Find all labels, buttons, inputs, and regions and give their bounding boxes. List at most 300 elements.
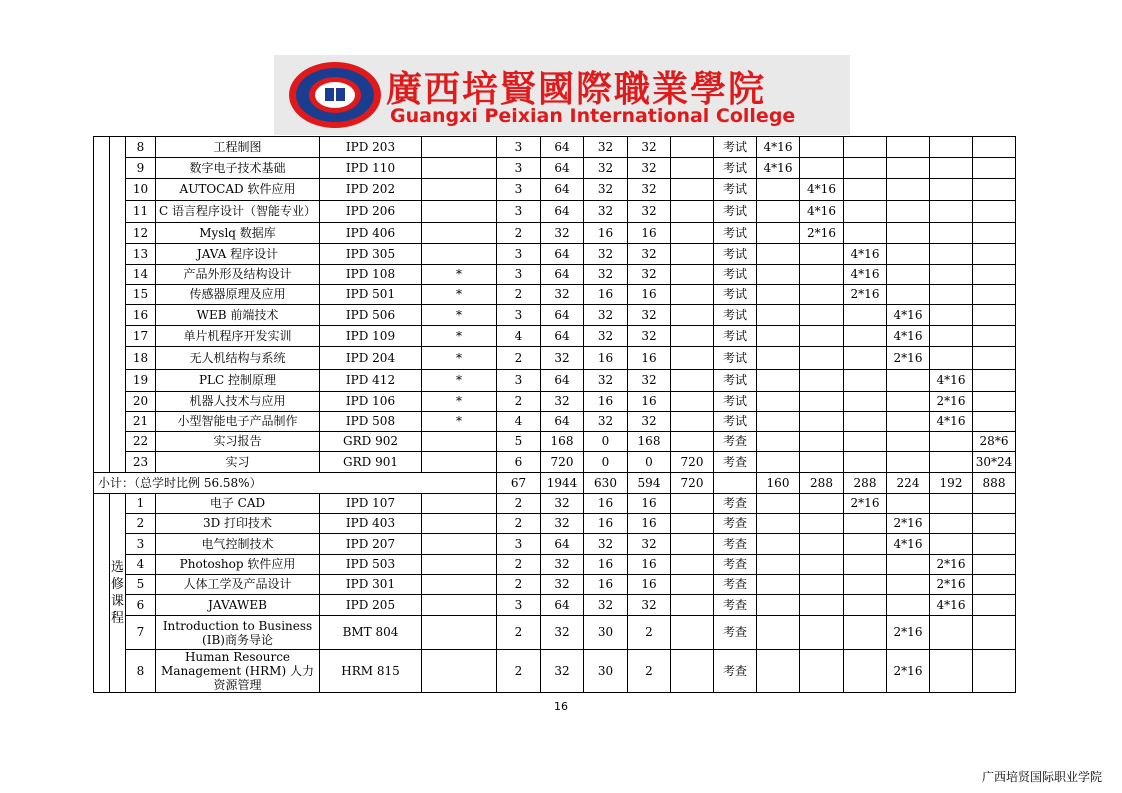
sem1 (757, 616, 800, 650)
table-row (94, 285, 1016, 305)
sem6 (973, 285, 1016, 305)
sem1 (757, 392, 800, 412)
subtotal-cell: 192 (930, 473, 973, 494)
sem1 (757, 265, 800, 285)
sem5 (930, 616, 973, 650)
sem2 (800, 370, 844, 392)
row-no: 8 (126, 650, 156, 693)
course-name: 电子 CAD (156, 494, 320, 514)
row-no: 10 (126, 179, 156, 201)
core-mark: * (422, 392, 497, 412)
sem4 (887, 370, 930, 392)
table-row (94, 223, 1016, 244)
practice-hours: 0 (628, 452, 671, 473)
table-row (94, 244, 1016, 265)
sem4 (887, 201, 930, 223)
assessment: 考试 (714, 392, 757, 412)
row-no: 21 (126, 412, 156, 432)
sem3 (844, 370, 887, 392)
table-row (94, 432, 1016, 452)
sem4 (887, 265, 930, 285)
internship-hours (671, 575, 714, 595)
assessment: 考试 (714, 285, 757, 305)
credits: 3 (497, 305, 541, 326)
sem1 (757, 575, 800, 595)
sem2 (800, 412, 844, 432)
table-row (94, 514, 1016, 534)
practice-hours: 16 (628, 575, 671, 595)
row-no: 1 (126, 494, 156, 514)
section-outer-cell (94, 494, 110, 693)
course-code: IPD 106 (320, 392, 422, 412)
sem4 (887, 285, 930, 305)
curriculum-table (93, 136, 1016, 693)
course-code: IPD 501 (320, 285, 422, 305)
core-mark (422, 223, 497, 244)
sem6 (973, 158, 1016, 179)
course-code: BMT 804 (320, 616, 422, 650)
internship-hours (671, 595, 714, 616)
sem4 (887, 555, 930, 575)
course-name: 3D 打印技术 (156, 514, 320, 534)
sem2 (800, 158, 844, 179)
course-code: IPD 205 (320, 595, 422, 616)
core-mark (422, 201, 497, 223)
course-name: Myslq 数据库 (156, 223, 320, 244)
practice-hours: 32 (628, 265, 671, 285)
course-code: IPD 508 (320, 412, 422, 432)
table-row (94, 137, 1016, 158)
table-row (94, 158, 1016, 179)
sem2 (800, 305, 844, 326)
table-row (94, 494, 1016, 514)
core-mark (422, 555, 497, 575)
theory-hours: 16 (584, 285, 628, 305)
core-mark (422, 514, 497, 534)
sem4: 4*16 (887, 305, 930, 326)
practice-hours: 32 (628, 370, 671, 392)
sem6 (973, 555, 1016, 575)
subtotal-cell: 224 (887, 473, 930, 494)
sem1 (757, 494, 800, 514)
credits: 3 (497, 179, 541, 201)
row-no: 12 (126, 223, 156, 244)
sem3: 2*16 (844, 494, 887, 514)
elective-section-text: 选修课程 (110, 560, 124, 626)
assessment: 考查 (714, 616, 757, 650)
course-name: 单片机程序开发实训 (156, 326, 320, 347)
row-no: 9 (126, 158, 156, 179)
assessment: 考查 (714, 494, 757, 514)
core-mark: * (422, 412, 497, 432)
sem2 (800, 575, 844, 595)
internship-hours (671, 555, 714, 575)
sem6 (973, 326, 1016, 347)
subtotal-cell: 67 (497, 473, 541, 494)
sem5: 4*16 (930, 412, 973, 432)
internship-hours (671, 514, 714, 534)
core-mark (422, 137, 497, 158)
sem6 (973, 265, 1016, 285)
sem1 (757, 285, 800, 305)
sem2 (800, 534, 844, 555)
credits: 6 (497, 452, 541, 473)
sem6 (973, 616, 1016, 650)
credits: 3 (497, 158, 541, 179)
course-code: IPD 412 (320, 370, 422, 392)
course-name: Photoshop 软件应用 (156, 555, 320, 575)
course-code: IPD 204 (320, 347, 422, 370)
sem3 (844, 534, 887, 555)
core-mark: * (422, 326, 497, 347)
sem3: 4*16 (844, 244, 887, 265)
sem5 (930, 223, 973, 244)
sem3 (844, 595, 887, 616)
subtotal-cell: 160 (757, 473, 800, 494)
theory-hours: 32 (584, 595, 628, 616)
total-hours: 64 (541, 158, 584, 179)
sem5 (930, 305, 973, 326)
row-no: 7 (126, 616, 156, 650)
theory-hours: 16 (584, 494, 628, 514)
college-name-cn: 廣西培賢國際職業學院 (386, 68, 767, 110)
sem2 (800, 137, 844, 158)
practice-hours: 168 (628, 432, 671, 452)
row-no: 15 (126, 285, 156, 305)
sem4 (887, 223, 930, 244)
table-row (94, 616, 1016, 650)
internship-hours (671, 412, 714, 432)
sem2: 4*16 (800, 179, 844, 201)
sem4: 4*16 (887, 534, 930, 555)
credits: 3 (497, 137, 541, 158)
credits: 4 (497, 326, 541, 347)
internship-hours: 720 (671, 452, 714, 473)
core-mark (422, 244, 497, 265)
table-row (94, 595, 1016, 616)
assessment: 考试 (714, 244, 757, 265)
sem5 (930, 285, 973, 305)
course-name: AUTOCAD 软件应用 (156, 179, 320, 201)
sem5 (930, 514, 973, 534)
table-row (94, 534, 1016, 555)
credits: 4 (497, 412, 541, 432)
table-row (94, 347, 1016, 370)
sem4: 2*16 (887, 514, 930, 534)
practice-hours: 16 (628, 494, 671, 514)
sem1 (757, 179, 800, 201)
sem3 (844, 514, 887, 534)
sem3 (844, 137, 887, 158)
practice-hours: 16 (628, 555, 671, 575)
total-hours: 32 (541, 347, 584, 370)
sem1 (757, 244, 800, 265)
college-emblem-icon (288, 61, 382, 129)
internship-hours (671, 158, 714, 179)
sem2 (800, 285, 844, 305)
internship-hours (671, 326, 714, 347)
sem3 (844, 201, 887, 223)
theory-hours: 0 (584, 432, 628, 452)
sem5: 4*16 (930, 370, 973, 392)
practice-hours: 16 (628, 223, 671, 244)
total-hours: 64 (541, 179, 584, 201)
core-mark (422, 575, 497, 595)
sem3 (844, 616, 887, 650)
sem3: 2*16 (844, 285, 887, 305)
internship-hours (671, 616, 714, 650)
sem2 (800, 494, 844, 514)
core-mark: * (422, 347, 497, 370)
assessment: 考试 (714, 412, 757, 432)
credits: 2 (497, 575, 541, 595)
assessment: 考查 (714, 555, 757, 575)
theory-hours: 32 (584, 137, 628, 158)
sem5 (930, 494, 973, 514)
internship-hours (671, 179, 714, 201)
sem3 (844, 158, 887, 179)
course-code: IPD 109 (320, 326, 422, 347)
total-hours: 32 (541, 514, 584, 534)
internship-hours (671, 265, 714, 285)
practice-hours: 16 (628, 347, 671, 370)
theory-hours: 32 (584, 326, 628, 347)
assessment: 考试 (714, 326, 757, 347)
practice-hours: 32 (628, 158, 671, 179)
total-hours: 64 (541, 201, 584, 223)
practice-hours: 16 (628, 392, 671, 412)
credits: 3 (497, 244, 541, 265)
sem3 (844, 305, 887, 326)
sem5 (930, 452, 973, 473)
assessment: 考试 (714, 265, 757, 285)
sem6 (973, 392, 1016, 412)
core-mark: * (422, 370, 497, 392)
sem2 (800, 514, 844, 534)
row-no: 11 (126, 201, 156, 223)
theory-hours: 32 (584, 179, 628, 201)
sem5 (930, 265, 973, 285)
total-hours: 168 (541, 432, 584, 452)
assessment: 考试 (714, 201, 757, 223)
theory-hours: 16 (584, 223, 628, 244)
total-hours: 32 (541, 555, 584, 575)
course-code: IPD 406 (320, 223, 422, 244)
total-hours: 64 (541, 244, 584, 265)
sem3 (844, 347, 887, 370)
assessment: 考试 (714, 347, 757, 370)
course-name: 人体工学及产品设计 (156, 575, 320, 595)
assessment: 考查 (714, 514, 757, 534)
sem1 (757, 432, 800, 452)
internship-hours (671, 494, 714, 514)
sem5: 4*16 (930, 595, 973, 616)
row-no: 17 (126, 326, 156, 347)
theory-hours: 32 (584, 370, 628, 392)
sem4: 2*16 (887, 616, 930, 650)
practice-hours: 32 (628, 326, 671, 347)
practice-hours: 32 (628, 179, 671, 201)
subtotal-cell (714, 473, 757, 494)
course-name: 小型智能电子产品制作 (156, 412, 320, 432)
core-mark: * (422, 285, 497, 305)
theory-hours: 32 (584, 412, 628, 432)
section-outer-cell (94, 137, 110, 473)
assessment: 考试 (714, 370, 757, 392)
sem2 (800, 392, 844, 412)
assessment: 考试 (714, 223, 757, 244)
sem4 (887, 158, 930, 179)
total-hours: 32 (541, 575, 584, 595)
row-no: 13 (126, 244, 156, 265)
row-no: 5 (126, 575, 156, 595)
internship-hours (671, 650, 714, 693)
internship-hours (671, 223, 714, 244)
internship-hours (671, 137, 714, 158)
credits: 2 (497, 223, 541, 244)
internship-hours (671, 432, 714, 452)
sem4: 2*16 (887, 650, 930, 693)
sem6 (973, 494, 1016, 514)
row-no: 19 (126, 370, 156, 392)
course-code: GRD 901 (320, 452, 422, 473)
total-hours: 64 (541, 326, 584, 347)
total-hours: 32 (541, 285, 584, 305)
sem4 (887, 452, 930, 473)
total-hours: 64 (541, 265, 584, 285)
course-name: 传感器原理及应用 (156, 285, 320, 305)
core-mark (422, 452, 497, 473)
internship-hours (671, 305, 714, 326)
total-hours: 32 (541, 494, 584, 514)
theory-hours: 30 (584, 616, 628, 650)
sem1 (757, 650, 800, 693)
subtotal-cell: 630 (584, 473, 628, 494)
sem1 (757, 595, 800, 616)
practice-hours: 32 (628, 137, 671, 158)
sem6 (973, 534, 1016, 555)
credits: 3 (497, 370, 541, 392)
sem5: 2*16 (930, 555, 973, 575)
assessment: 考查 (714, 575, 757, 595)
core-mark (422, 534, 497, 555)
row-no: 18 (126, 347, 156, 370)
core-mark: * (422, 305, 497, 326)
internship-hours (671, 285, 714, 305)
table-row (94, 412, 1016, 432)
sem1 (757, 305, 800, 326)
subtotal-cell: 1944 (541, 473, 584, 494)
header-logo (274, 55, 850, 135)
row-no: 23 (126, 452, 156, 473)
row-no: 14 (126, 265, 156, 285)
sem4 (887, 575, 930, 595)
course-name: WEB 前端技术 (156, 305, 320, 326)
sem6 (973, 223, 1016, 244)
total-hours: 64 (541, 412, 584, 432)
sem6 (973, 412, 1016, 432)
credits: 2 (497, 616, 541, 650)
total-hours: 64 (541, 595, 584, 616)
row-no: 8 (126, 137, 156, 158)
theory-hours: 16 (584, 575, 628, 595)
credits: 2 (497, 650, 541, 693)
sem4 (887, 392, 930, 412)
credits: 2 (497, 285, 541, 305)
sem4 (887, 244, 930, 265)
table-row (94, 179, 1016, 201)
credits: 3 (497, 265, 541, 285)
theory-hours: 16 (584, 347, 628, 370)
subtotal-cell: 594 (628, 473, 671, 494)
course-name: JAVAWEB (156, 595, 320, 616)
sem4 (887, 494, 930, 514)
subtotal-cell: 288 (800, 473, 844, 494)
sem1 (757, 452, 800, 473)
sem1: 4*16 (757, 158, 800, 179)
theory-hours: 32 (584, 305, 628, 326)
row-no: 16 (126, 305, 156, 326)
sem2 (800, 326, 844, 347)
sem4 (887, 595, 930, 616)
sem1 (757, 555, 800, 575)
sem3 (844, 392, 887, 412)
total-hours: 64 (541, 370, 584, 392)
internship-hours (671, 347, 714, 370)
sem6 (973, 370, 1016, 392)
sem1 (757, 201, 800, 223)
row-no: 6 (126, 595, 156, 616)
sem2 (800, 616, 844, 650)
practice-hours: 32 (628, 244, 671, 265)
course-code: IPD 206 (320, 201, 422, 223)
theory-hours: 32 (584, 201, 628, 223)
course-code: IPD 207 (320, 534, 422, 555)
core-mark (422, 158, 497, 179)
college-name-en: Guangxi Peixian International College (390, 105, 796, 127)
theory-hours: 32 (584, 244, 628, 265)
assessment: 考试 (714, 137, 757, 158)
course-name: Human Resource Management (HRM) 人力资源管理 (156, 650, 320, 693)
practice-hours: 16 (628, 514, 671, 534)
sem5 (930, 158, 973, 179)
subtotal-cell: 720 (671, 473, 714, 494)
assessment: 考查 (714, 452, 757, 473)
internship-hours (671, 244, 714, 265)
practice-hours: 32 (628, 534, 671, 555)
assessment: 考查 (714, 650, 757, 693)
sem1 (757, 223, 800, 244)
total-hours: 720 (541, 452, 584, 473)
core-mark (422, 494, 497, 514)
sem1 (757, 347, 800, 370)
row-no: 3 (126, 534, 156, 555)
sem3 (844, 412, 887, 432)
sem4 (887, 137, 930, 158)
table-row (94, 201, 1016, 223)
total-hours: 32 (541, 223, 584, 244)
course-code: IPD 305 (320, 244, 422, 265)
elective-section-label (110, 494, 126, 693)
practice-hours: 32 (628, 201, 671, 223)
course-code: IPD 301 (320, 575, 422, 595)
sem6 (973, 575, 1016, 595)
assessment: 考试 (714, 305, 757, 326)
internship-hours (671, 392, 714, 412)
table-row (94, 452, 1016, 473)
internship-hours (671, 534, 714, 555)
practice-hours: 32 (628, 595, 671, 616)
